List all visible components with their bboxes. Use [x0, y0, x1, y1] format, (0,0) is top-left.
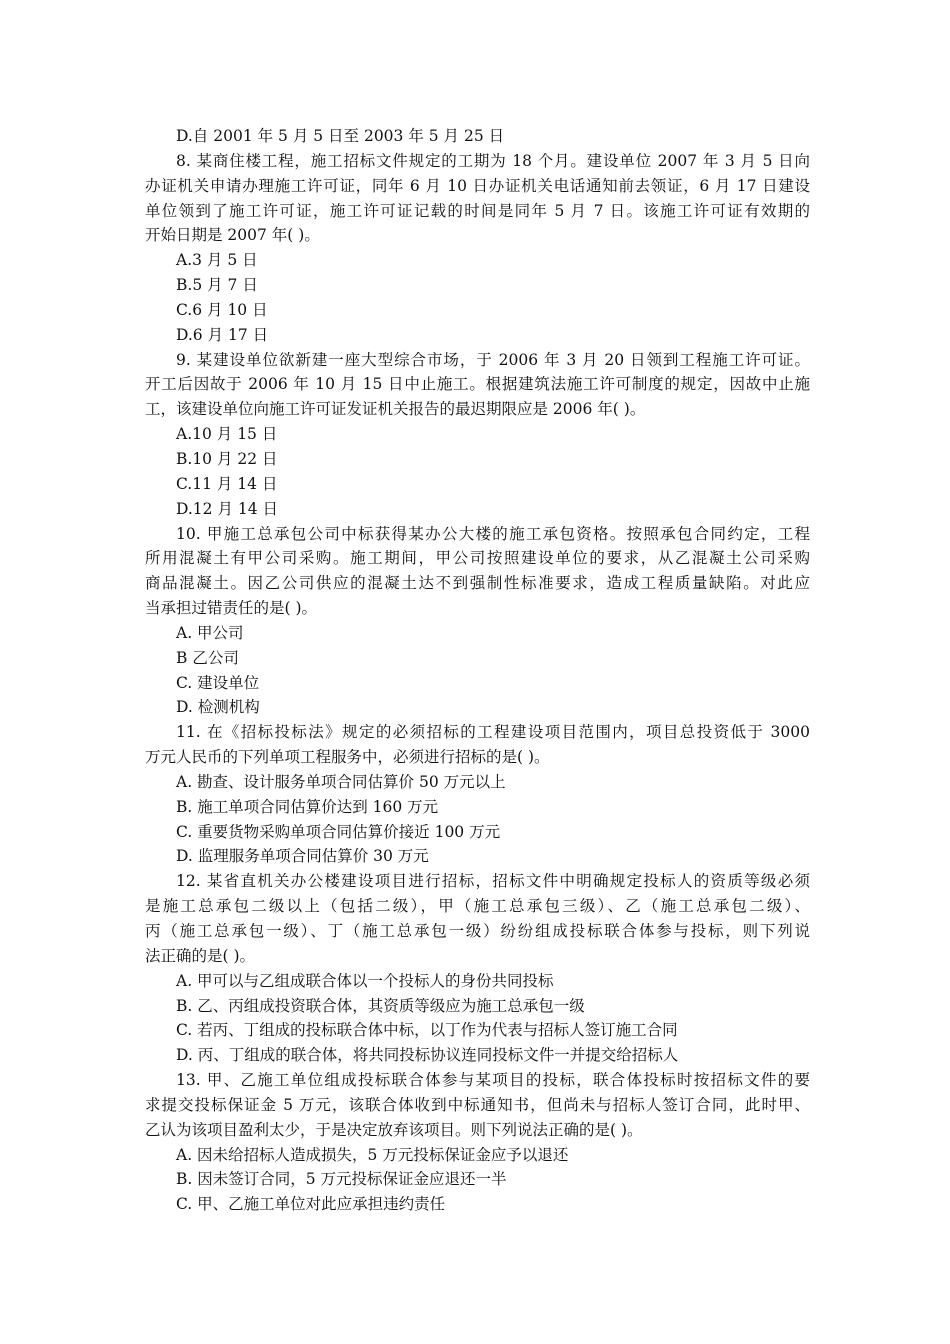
- text-line: 9. 某建设单位欲新建一座大型综合市场，于 2006 年 3 月 20 日领到工程施工许可证。: [176, 350, 810, 369]
- text-line: C. 甲、乙施工单位对此应承担违约责任: [176, 1195, 446, 1214]
- text-line: B. 因未签订合同，5 万元投标保证金应退还一半: [176, 1170, 507, 1189]
- text-line: D.6 月 17 日: [176, 325, 269, 344]
- text-line: 是施工总承包二级以上（包括二级），甲（施工总承包三级）、乙（施工总承包二级）、: [145, 897, 810, 916]
- text-line: 乙认为该项目盈利太少，于是决定放弃该项目。则下列说法正确的是( )。: [145, 1120, 643, 1139]
- text-line: 开工后因故于 2006 年 10 月 15 日中止施工。根据建筑法施工许可制度的规定，因故中止施: [145, 375, 810, 394]
- text-line: C. 建设单位: [176, 673, 260, 692]
- text-line: D. 丙、丁组成的联合体，将共同投标协议连同投标文件一并提交给招标人: [176, 1046, 679, 1065]
- text-line: C. 重要货物采购单项合同估算价接近 100 万元: [176, 822, 501, 841]
- text-line: 10. 甲施工总承包公司中标获得某办公大楼的施工承包资格。按照承包合同约定，工程: [176, 524, 810, 543]
- text-line: C. 若丙、丁组成的投标联合体中标，以丁作为代表与招标人签订施工合同: [176, 1021, 678, 1040]
- text-line: D.12 月 14 日: [176, 499, 279, 518]
- text-line: 13. 甲、乙施工单位组成投标联合体参与某项目的投标，联合体投标时按招标文件的要: [176, 1071, 810, 1090]
- text-line: 开始日期是 2007 年( )。: [145, 226, 320, 245]
- text-line: 当承担过错责任的是( )。: [145, 599, 318, 618]
- text-line: A. 勘查、设计服务单项合同估算价 50 万元以上: [176, 772, 506, 791]
- text-line: 所用混凝土有甲公司采购。施工期间，甲公司按照建设单位的要求，从乙混凝土公司采购: [145, 549, 810, 568]
- text-line: B.10 月 22 日: [176, 449, 278, 468]
- text-line: 万元人民币的下列单项工程服务中，必须进行招标的是( )。: [145, 748, 550, 767]
- text-line: B 乙公司: [176, 648, 239, 667]
- text-line: A. 甲公司: [176, 623, 244, 642]
- text-line: 法正确的是( )。: [145, 946, 256, 965]
- text-line: D. 检测机构: [176, 698, 260, 717]
- document-body: [145, 124, 810, 1217]
- text-line: B. 乙、丙组成投资联合体，其资质等级应为施工总承包一级: [176, 996, 585, 1015]
- text-line: 工，该建设单位向施工许可证发证机关报告的最迟期限应是 2006 年( )。: [145, 400, 646, 419]
- text-line: D. 监理服务单项合同估算价 30 万元: [176, 847, 429, 866]
- text-line: 8. 某商住楼工程，施工招标文件规定的工期为 18 个月。建设单位 2007 年 3 月 5 日向: [176, 151, 810, 170]
- text-line: A.3 月 5 日: [176, 251, 258, 270]
- text-line: 单位领到了施工许可证，施工许可证记载的时间是同年 5 月 7 日。该施工许可证有效期的: [145, 201, 810, 220]
- text-line: B. 施工单项合同估算价达到 160 万元: [176, 797, 439, 816]
- text-line: 12. 某省直机关办公楼建设项目进行招标，招标文件中明确规定投标人的资质等级必须: [176, 872, 810, 891]
- text-line: A. 因未给招标人造成损失，5 万元投标保证金应予以退还: [176, 1145, 569, 1164]
- text-line: 11. 在《招标投标法》规定的必须招标的工程建设项目范围内，项目总投资低于 3000: [176, 723, 810, 742]
- text-line: B.5 月 7 日: [176, 276, 258, 295]
- text-line: C.11 月 14 日: [176, 474, 278, 493]
- text-line: D.自 2001 年 5 月 5 日至 2003 年 5 月 25 日: [176, 127, 505, 145]
- text-line: A. 甲可以与乙组成联合体以一个投标人的身份共同投标: [176, 971, 554, 990]
- text-line: 求提交投标保证金 5 万元，该联合体收到中标通知书，但尚未与招标人签订合同，此时甲、: [145, 1095, 810, 1114]
- text-line: A.10 月 15 日: [176, 425, 278, 444]
- text-line: 丙（施工总承包一级）、丁（施工总承包一级）纷纷组成投标联合体参与投标，则下列说: [145, 922, 810, 940]
- text-line: 商品混凝土。因乙公司供应的混凝土达不到强制性标准要求，造成工程质量缺陷。对此应: [145, 574, 810, 593]
- text-line: C.6 月 10 日: [176, 300, 268, 319]
- text-line: 办证机关申请办理施工许可证，同年 6 月 10 日办证机关电话通知前去领证，6 月 17 日建设: [145, 176, 810, 195]
